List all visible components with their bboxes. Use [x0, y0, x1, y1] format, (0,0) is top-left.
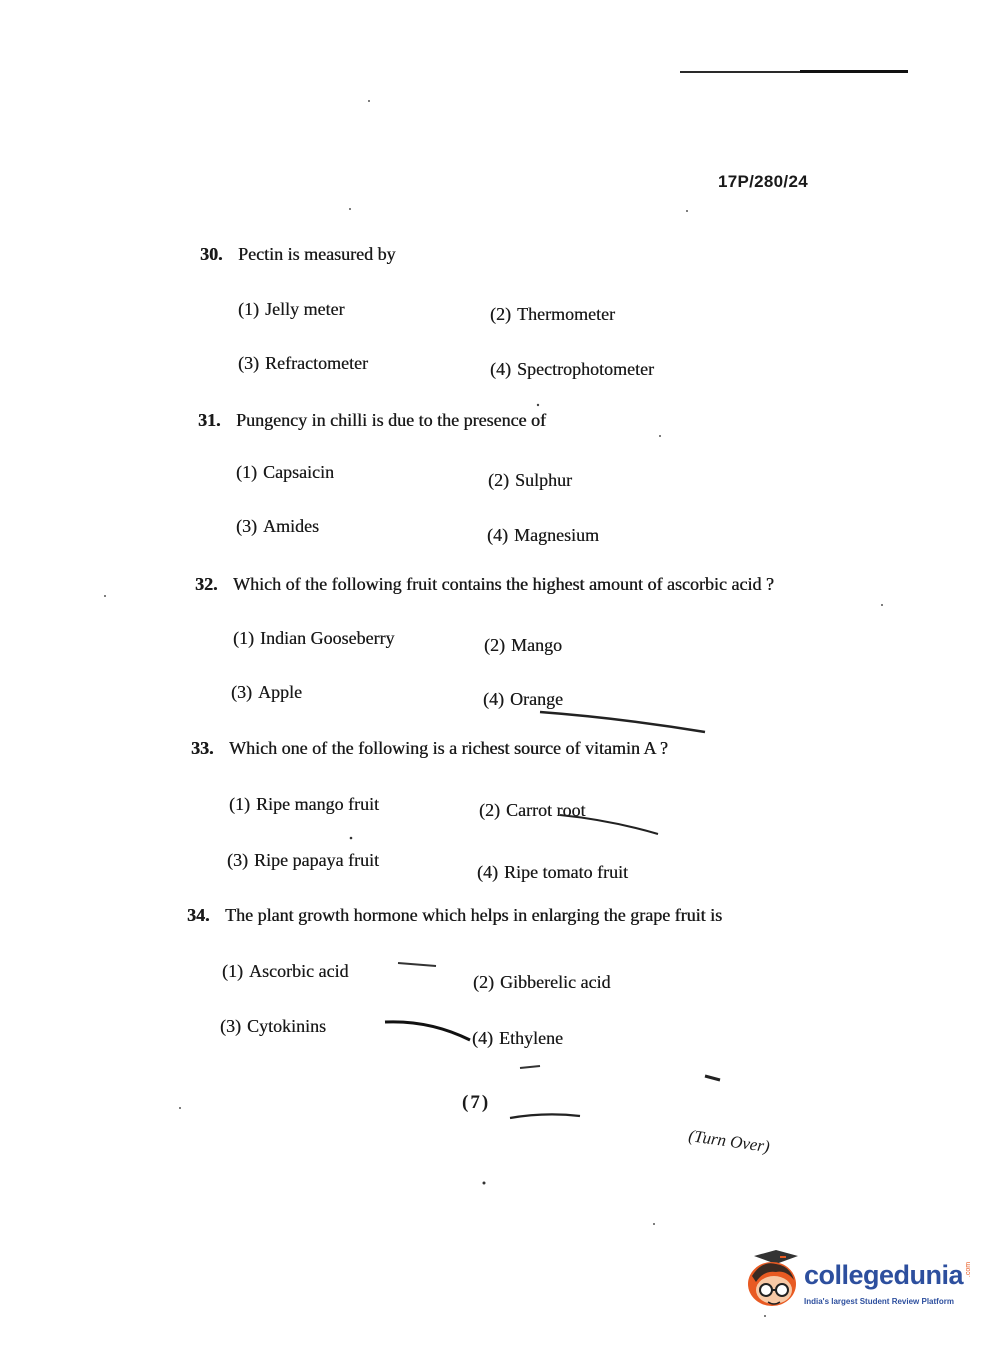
- speck: [368, 100, 370, 102]
- option-text: Spectrophotometer: [517, 359, 654, 379]
- pen-stroke: [540, 712, 705, 732]
- brand-name: collegedunia: [804, 1260, 964, 1290]
- option-text: Apple: [258, 682, 302, 702]
- speck: [537, 404, 539, 406]
- question-number: 33.: [191, 738, 214, 758]
- question-number: 30.: [200, 244, 223, 264]
- brand-tagline: India's largest Student Review Platform: [804, 1297, 954, 1306]
- option-text: Ripe tomato fruit: [504, 862, 628, 882]
- option-number: (2): [484, 635, 505, 655]
- option-text: Mango: [511, 635, 562, 655]
- option-number: (4): [477, 862, 498, 882]
- speck: [349, 208, 351, 210]
- option-number: (2): [473, 972, 494, 992]
- pen-stroke: [560, 815, 658, 834]
- speck: [881, 604, 883, 606]
- option-number: (1): [238, 299, 259, 319]
- paper-code: 17P/280/24: [718, 172, 808, 191]
- option-number: (1): [236, 462, 257, 482]
- question-number: 34.: [187, 905, 210, 925]
- question-number: 32.: [195, 574, 218, 594]
- speck: [179, 1107, 181, 1109]
- pen-stroke: [520, 1066, 540, 1068]
- speck: [653, 1223, 655, 1225]
- option-text: Refractometer: [265, 353, 368, 373]
- option-number: (4): [487, 525, 508, 545]
- option-number: (4): [472, 1028, 493, 1048]
- option-number: (2): [488, 470, 509, 490]
- option-text: Ascorbic acid: [249, 961, 349, 981]
- speck: [686, 210, 688, 212]
- speck: [659, 435, 661, 437]
- question-text: The plant growth hormone which helps in enlarging the grape fruit is: [225, 905, 723, 925]
- option-text: Carrot root: [506, 800, 586, 820]
- pen-stroke: [398, 963, 436, 966]
- option-text: Ripe papaya fruit: [254, 850, 379, 870]
- option-number: (3): [220, 1016, 241, 1036]
- option-text: Gibberelic acid: [500, 972, 611, 992]
- option-number: (1): [222, 961, 243, 981]
- option-text: Amides: [263, 516, 319, 536]
- speck: [350, 837, 353, 840]
- question-text: Which one of the following is a richest source of vitamin A ?: [229, 738, 668, 758]
- option-number: (4): [490, 359, 511, 379]
- question-text: Which of the following fruit contains the highest amount of ascorbic acid ?: [233, 574, 774, 594]
- speck: [483, 1182, 486, 1185]
- option-text: Thermometer: [517, 304, 615, 324]
- turn-over-note: (Turn Over): [687, 1126, 771, 1157]
- option-text: Orange: [510, 689, 563, 709]
- option-number: (3): [227, 850, 248, 870]
- question-number: 31.: [198, 410, 221, 430]
- option-text: Indian Gooseberry: [260, 628, 395, 648]
- brand-domain: .com: [965, 1261, 973, 1278]
- option-number: (1): [233, 628, 254, 648]
- speck: [104, 595, 106, 597]
- question-text: Pungency in chilli is due to the presence of: [236, 410, 546, 430]
- question-text: Pectin is measured by: [238, 244, 396, 264]
- option-number: (3): [236, 516, 257, 536]
- option-number: (1): [229, 794, 250, 814]
- option-text: Magnesium: [514, 525, 599, 545]
- option-text: Jelly meter: [265, 299, 345, 319]
- option-text: Ripe mango fruit: [256, 794, 379, 814]
- watermark-logo: [742, 1250, 972, 1310]
- student-mascot-icon: [742, 1250, 802, 1310]
- option-text: Capsaicin: [263, 462, 334, 482]
- option-number: (2): [479, 800, 500, 820]
- option-text: Cytokinins: [247, 1016, 327, 1036]
- speck: [764, 1315, 766, 1317]
- option-number: (3): [231, 682, 252, 702]
- option-number: (4): [483, 689, 504, 709]
- option-number: (2): [490, 304, 511, 324]
- page-number: (7): [462, 1092, 491, 1113]
- pen-stroke: [385, 1022, 470, 1040]
- option-text: Ethylene: [499, 1028, 563, 1048]
- option-number: (3): [238, 353, 259, 373]
- pen-stroke: [705, 1076, 720, 1080]
- option-text: Sulphur: [515, 470, 573, 490]
- pen-stroke: [510, 1114, 580, 1118]
